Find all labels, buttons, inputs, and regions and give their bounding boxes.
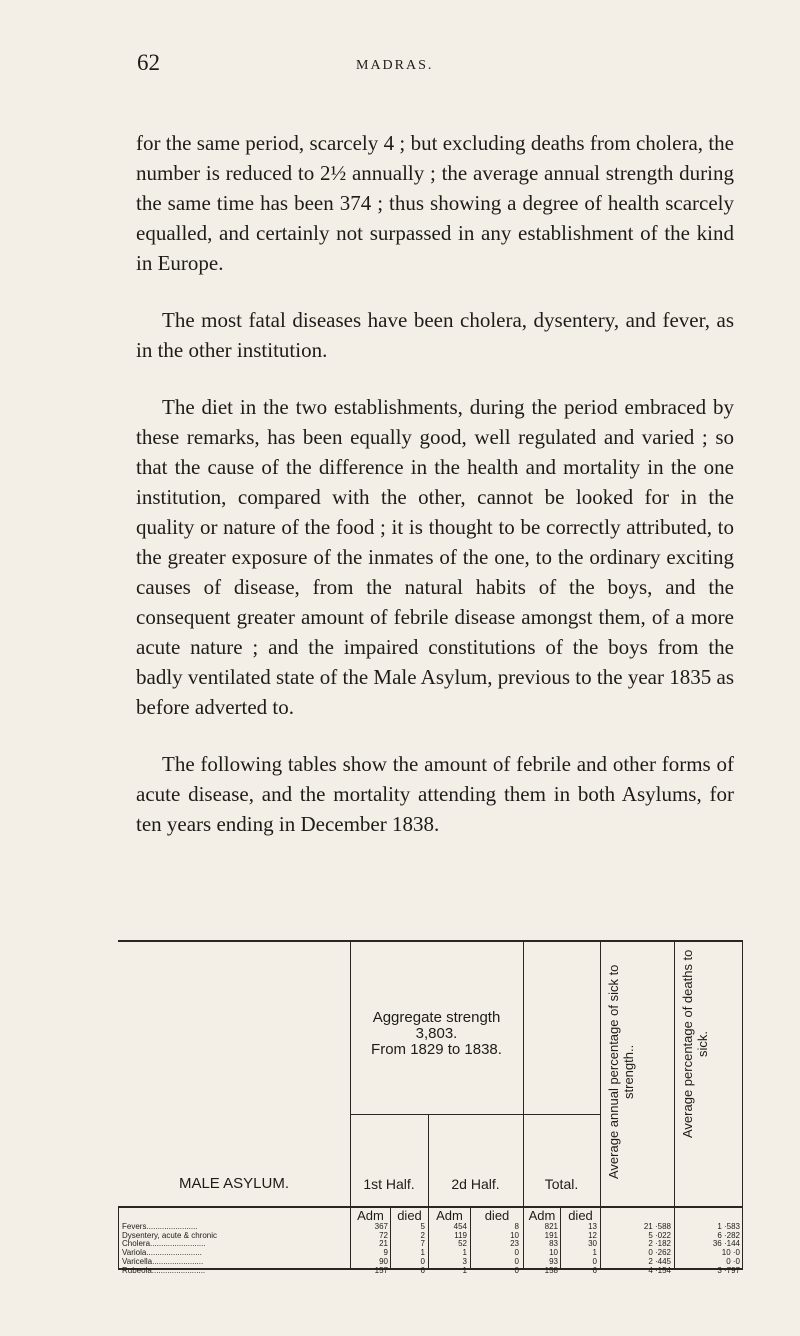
- row-label: Rubeola........................: [122, 1265, 206, 1275]
- page-header: [0, 50, 800, 90]
- table-cell-d2: 8: [514, 1222, 519, 1231]
- table-cell-d2: 0: [514, 1256, 519, 1266]
- second-half-header: 2d Half.: [451, 1176, 500, 1192]
- table-col-rule: [674, 940, 675, 1270]
- table-cell-d2: 0: [514, 1248, 519, 1258]
- table-cell-p2: 1 ·583: [717, 1222, 740, 1231]
- running-head: MADRAS.: [356, 58, 434, 73]
- table-cell-at: 191: [544, 1230, 558, 1240]
- table-cell-p2: 3 ·797: [717, 1265, 740, 1275]
- body-text: [136, 128, 734, 866]
- row-label: Cholera.........................: [122, 1239, 206, 1249]
- table-cell-a2: 454: [453, 1222, 467, 1231]
- table-cell-at: 93: [549, 1256, 558, 1266]
- subheader-adm: Adm: [436, 1208, 463, 1223]
- table-cell-a2: 3: [462, 1256, 467, 1266]
- table-cell-a1: 90: [379, 1256, 388, 1266]
- row-label: Varicella.......................: [122, 1256, 204, 1266]
- table-cell-d2: 23: [510, 1239, 519, 1249]
- row-label: Variola.........................: [122, 1248, 202, 1258]
- table-cell-at: 158: [544, 1265, 558, 1275]
- subheader-adm: Adm: [528, 1208, 556, 1223]
- table-cell-a2: 1: [462, 1248, 467, 1258]
- subheader-died: died: [568, 1208, 593, 1223]
- table-cell-p1: 2 ·445: [648, 1256, 671, 1266]
- table-cell-a1: 72: [379, 1230, 388, 1240]
- first-half-header: 1st Half.: [363, 1176, 415, 1192]
- table-title: MALE ASYLUM.: [178, 1175, 290, 1192]
- table-cell-p2: 6 ·282: [717, 1230, 740, 1240]
- table-cell-a1: 157: [374, 1265, 388, 1275]
- table-cell-dt: 1: [592, 1248, 597, 1258]
- table-cell-d1: 1: [420, 1248, 425, 1258]
- table-cell-d1: 2: [420, 1230, 425, 1240]
- table-rule-mid: [350, 1114, 600, 1115]
- table-cell-dt: 13: [588, 1222, 597, 1231]
- table-cell-d1: 5: [420, 1222, 425, 1231]
- subheader-adm: Adm: [357, 1208, 384, 1223]
- paragraph: The most fatal diseases have been cholera, dysentery, and fever, as in the other institution.: [136, 308, 734, 362]
- table-rule-top: [118, 940, 743, 942]
- table-col-rule: [742, 940, 743, 1270]
- table-cell-dt: 6: [592, 1265, 597, 1275]
- page-number: 62: [137, 50, 160, 75]
- subheader-died: died: [397, 1208, 422, 1223]
- table-cell-d1: 6: [420, 1265, 425, 1275]
- table-cell-dt: 30: [588, 1239, 597, 1249]
- table-cell-at: 10: [549, 1248, 558, 1258]
- statistics-table: [118, 940, 743, 1275]
- aggregate-strength-label: Aggregate strength: [372, 1009, 501, 1026]
- paragraph: The following tables show the amount of febrile and other forms of acute disease, and the mortality attending them in both Asylums, for ten years ending in December 1838.: [136, 752, 734, 836]
- row-label: Dysentery, acute & chronic: [122, 1230, 218, 1240]
- table-col-rule: [600, 940, 601, 1270]
- table-cell-a2: 1: [462, 1265, 467, 1275]
- table-cell-dt: 12: [588, 1230, 597, 1240]
- table-cell-a2: 119: [454, 1230, 467, 1240]
- table-cell-d1: 7: [420, 1239, 425, 1249]
- table-cell-p2: 36 ·144: [712, 1239, 740, 1249]
- table-cell-p2: 10 ·0: [721, 1248, 740, 1258]
- table-cell-p1: 5 ·022: [648, 1230, 671, 1240]
- table-cell-a1: 367: [374, 1222, 388, 1231]
- table-cell-p1: 21 ·588: [643, 1222, 671, 1231]
- table-rule-left: [118, 1206, 119, 1270]
- table-cell-a1: 21: [379, 1239, 388, 1249]
- table-cell-d2: 0: [514, 1265, 519, 1275]
- paragraph: The diet in the two establishments, during the period embraced by these remarks, has been equally good, well regulated and varied ; so that the cause of the difference in the health and mortality in the one institution, compared with the other, cannot be looked for in the quality or nature of the food ; it is thought to be correctly attributed, to the greater exposure of the inmates of the one, to the ordinary exciting causes of disease, from the natural habits of the boys, and the consequent greater amount of febrile disease amongst them, of a more acute nature ; and the impaired constitutions of the boys from the badly ventilated state of the Male Asylum, previous to the year 1835 as before adverted to.: [136, 395, 734, 719]
- aggregate-strength-value: 3,803.: [415, 1025, 458, 1042]
- aggregate-period: From 1829 to 1838.: [371, 1041, 502, 1058]
- table-cell-p1: 4 ·154: [648, 1265, 671, 1275]
- table-cell-p2: 0 ·0: [726, 1256, 740, 1266]
- table-cell-d2: 10: [510, 1230, 519, 1240]
- avg-sick-header: Average annual percentage of sick to strength..: [606, 964, 636, 1180]
- table-cell-at: 821: [544, 1222, 558, 1231]
- table-cell-a2: 52: [458, 1239, 467, 1249]
- table-cell-d1: 0: [420, 1256, 425, 1266]
- table-cell-at: 83: [549, 1239, 558, 1249]
- table-col-rule: [428, 1114, 429, 1270]
- subheader-died: died: [484, 1208, 510, 1223]
- table-cell-p1: 0 ·262: [648, 1248, 671, 1258]
- total-header: Total.: [544, 1176, 579, 1192]
- paragraph: for the same period, scarcely 4 ; but excluding deaths from cholera, the number is reduced to 2½ annually ; the average annual strength during the same time has been 374 ; thus showing a degree of health scarcely equalled, and certainly not surpassed in any establishment of the kind in Europe.: [136, 131, 734, 275]
- table-cell-dt: 0: [592, 1256, 597, 1266]
- avg-deaths-header: Average percentage of deaths to sick.: [680, 949, 710, 1139]
- table-cell-p1: 2 ·182: [648, 1239, 671, 1249]
- table-cell-a1: 9: [383, 1248, 388, 1258]
- row-label: Fevers.......................: [122, 1222, 198, 1231]
